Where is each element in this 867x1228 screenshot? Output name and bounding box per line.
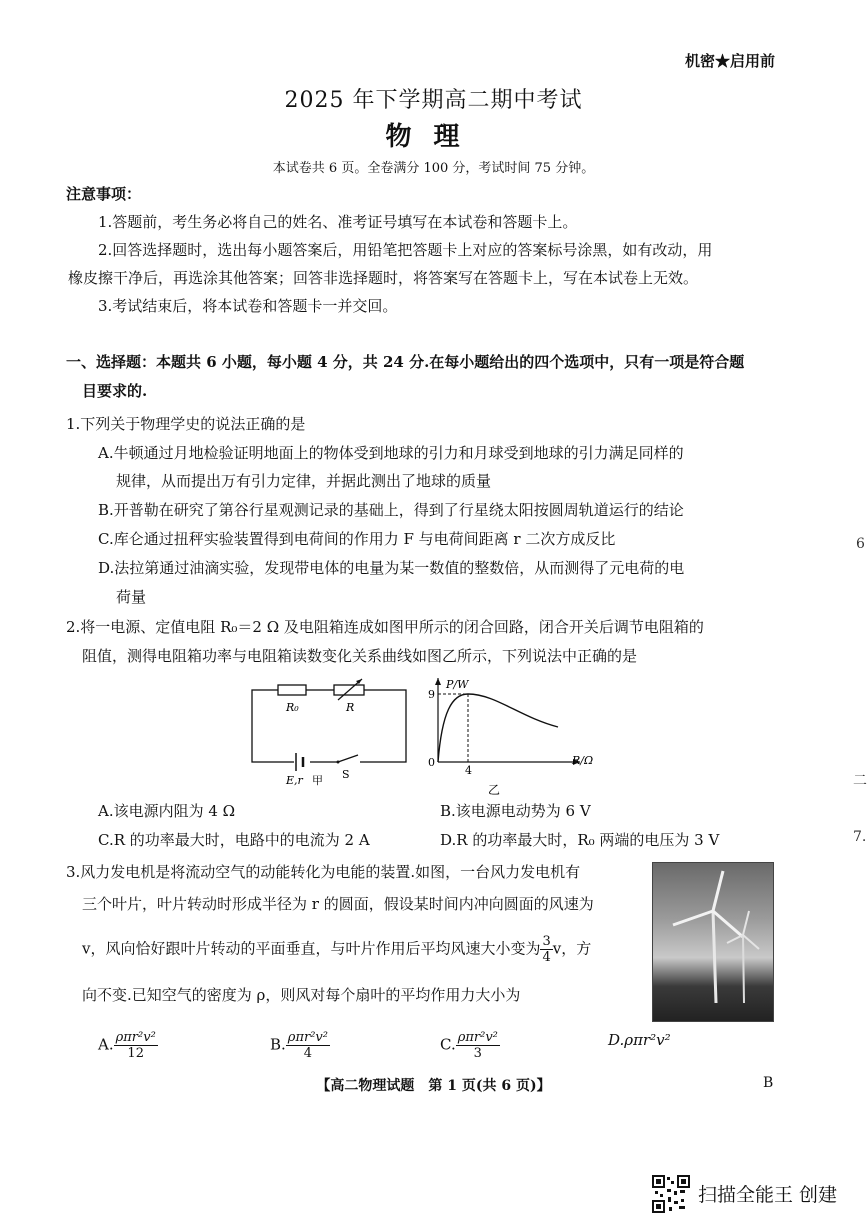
subject-title: 物理: [385, 122, 482, 152]
version-mark: B: [763, 1075, 774, 1091]
frac-num: 3: [542, 934, 551, 949]
q3-option-a-frac: $\frac{\text{ρπr²v²}}{12}$: [115, 1030, 156, 1061]
graph-ylabel: P/W: [446, 678, 469, 691]
q3-stem-2: 三个叶片，叶片转动时形成半径为 r 的圆面，假设某时间内冲向圆面的风速为: [82, 895, 594, 913]
q2-stem-cont: 阻值，测得电阻箱功率与电阻箱读数变化关系曲线如图乙所示，下列说法中正确的是: [82, 647, 638, 665]
q2-option-a: A.该电源内阻为 4 Ω: [98, 802, 236, 820]
label-figure-b: 乙: [488, 783, 501, 797]
q1-option-b: B.开普勒在研究了第谷行星观测记录的基础上，得到了行星绕太阳按圆周轨道运行的结论: [98, 501, 684, 519]
q3-option-c: C. $\frac{\text{ρπr²v²}}{3}$: [440, 1030, 498, 1061]
notice-item-2-cont: 橡皮擦干净后，再选涂其他答案；回答非选择题时，将答案写在答题卡上，写在本试卷上无效。: [68, 269, 699, 287]
margin-mark-2: 二: [853, 773, 867, 789]
margin-mark-3: 7.: [853, 829, 867, 845]
graph-origin: 0: [428, 756, 435, 769]
scanner-watermark: 扫描全能王 创建: [698, 1184, 838, 1206]
margin-mark-1: 6: [856, 536, 865, 552]
label-r0: R₀: [286, 701, 299, 714]
notice-heading: 注意事项：: [66, 185, 142, 203]
q2-option-c: C.R 的功率最大时，电路中的电流为 2 A: [98, 831, 370, 849]
exam-title: 2025 年下学期高二期中考试: [284, 88, 583, 113]
q1-stem: 1.下列关于物理学史的说法正确的是: [66, 415, 306, 433]
frac-den: 4: [542, 950, 551, 965]
q3-stem-4: 向不变.已知空气的密度为 ρ，则风对每个扇叶的平均作用力大小为: [82, 986, 521, 1004]
notice-item-2: 2.回答选择题时，选出每小题答案后，用铅笔把答题卡上对应的答案标号涂黑，如有改动，用: [98, 241, 713, 259]
y-axis-arrow: [435, 678, 441, 685]
graph-xtick: 4: [465, 764, 472, 777]
graph-xlabel: R/Ω: [572, 754, 594, 767]
power-graph: [420, 672, 605, 800]
q3-stem-3a: v，风向恰好跟叶片转动的平面垂直，与叶片作用后平均风速大小变为: [82, 939, 541, 958]
section-heading-cont: 目要求的.: [82, 382, 148, 400]
wind-turbine-photo: [652, 862, 774, 1022]
qr-code-icon: [652, 1175, 690, 1213]
q1-option-c: C.库仑通过扭秤实验装置得到电荷间的作用力 F 与电荷间距离 r 二次方成反比: [98, 530, 616, 548]
q3-stem-1: 3.风力发电机是将流动空气的动能转化为电能的装置.如图，一台风力发电机有: [66, 863, 581, 881]
circuit-wire: [252, 690, 406, 762]
q1-option-d-cont: 荷量: [116, 588, 147, 606]
q3-option-a: A. $\frac{\text{ρπr²v²}}{12}$: [98, 1030, 156, 1061]
q1-option-a-cont: 规律，从而提出万有引力定律，并据此测出了地球的质量: [116, 472, 492, 490]
circuit-diagram: [250, 678, 420, 790]
q1-option-a: A.牛顿通过月地检验证明地面上的物体受到地球的引力和月球受到地球的引力满足同样的: [98, 444, 684, 462]
q2-stem: 2.将一电源、定值电阻 R₀＝2 Ω 及电阻箱连成如图甲所示的闭合回路，闭合开关后调节电阻箱的: [66, 618, 704, 636]
q3-option-d: D.ρπr²v²: [608, 1031, 671, 1049]
label-switch: S: [342, 768, 350, 781]
q3-option-b-frac: $\frac{\text{ρπr²v²}}{4}$: [287, 1030, 328, 1061]
notice-item-1: 1.答题前，考生务必将自己的姓名、准考证号填写在本试卷和答题卡上。: [98, 213, 578, 231]
page-footer: 【高二物理试题 第 1 页(共 6 页)】: [316, 1078, 551, 1094]
fraction-three-quarters: [540, 934, 552, 965]
q2-option-d: D.R 的功率最大时，R₀ 两端的电压为 3 V: [440, 831, 720, 849]
label-r: R: [346, 701, 355, 714]
q1-option-d: D.法拉第通过油滴实验，发现带电体的电量为某一数值的整数倍，从而测得了元电荷的电: [98, 559, 685, 577]
label-source: E,r: [286, 774, 303, 787]
resistor-r0: [278, 685, 306, 695]
label-figure-a: 甲: [312, 774, 323, 787]
exam-info: 本试卷共 6 页。全卷满分 100 分，考试时间 75 分钟。: [272, 161, 595, 176]
q3-option-c-frac: $\frac{\text{ρπr²v²}}{3}$: [457, 1030, 498, 1061]
q3-stem-3b: v，方: [552, 939, 592, 958]
q3-stem-3: [82, 934, 591, 965]
wind-turbine-illustration: [653, 863, 773, 1021]
q2-option-b: B.该电源电动势为 6 V: [440, 802, 591, 820]
notice-item-3: 3.考试结束后，将本试卷和答题卡一并交回。: [98, 297, 398, 315]
confidential-mark: 机密★启用前: [684, 52, 775, 70]
power-curve: [438, 694, 558, 762]
graph-ytick: 9: [428, 688, 435, 701]
switch-pivot: [337, 761, 340, 764]
q3-option-b: B. $\frac{\text{ρπr²v²}}{4}$: [270, 1030, 328, 1061]
section-heading: 一、选择题：本题共 6 小题，每小题 4 分，共 24 分.在每小题给出的四个选项中，只有一项是符合题: [66, 353, 745, 371]
